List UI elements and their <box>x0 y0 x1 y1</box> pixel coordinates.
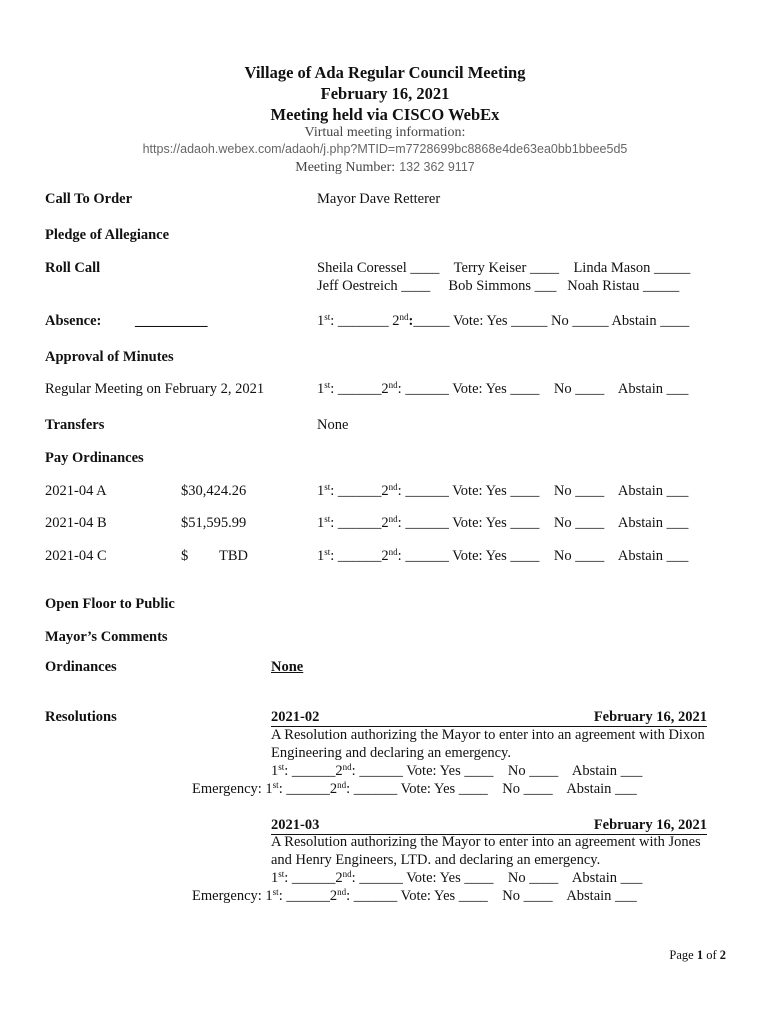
roll-call-label: Roll Call <box>45 260 101 276</box>
pay-ordinances-label: Pay Ordinances <box>45 450 144 466</box>
meeting-number: 132 362 9117 <box>399 160 475 174</box>
resolution-description: A Resolution authorizing the Mayor to enter into an agreement with Dixon <box>271 727 705 743</box>
pay-ordinance-vote-line: 1st: ______2nd: ______ Vote: Yes ____ No ____ Abstain ___ <box>317 547 689 564</box>
pledge-label: Pledge of Allegiance <box>45 227 170 243</box>
open-floor-label: Open Floor to Public <box>45 596 175 612</box>
resolutions-label: Resolutions <box>45 709 117 725</box>
absence-vote-line: 1st: _______ 2nd:_____ Vote: Yes _____ No _____ Abstain ____ <box>317 312 690 329</box>
resolution-description: A Resolution authorizing the Mayor to enter into an agreement with Jones <box>271 834 701 850</box>
transfers-label: Transfers <box>45 417 105 433</box>
resolution-emergency-vote-line: Emergency: 1st: ______2nd: ______ Vote: Yes ____ No ____ Abstain ___ <box>192 780 637 797</box>
ordinances-value: None <box>271 659 304 675</box>
call-to-order-value: Mayor Dave Retterer <box>317 191 441 207</box>
pay-ordinance-number: 2021-04 C <box>45 548 107 564</box>
resolution-number: 2021-02 <box>271 709 320 725</box>
resolution-vote-line: 1st: ______2nd: ______ Vote: Yes ____ No ____ Abstain ___ <box>271 762 643 779</box>
resolution-vote-line: 1st: ______2nd: ______ Vote: Yes ____ No ____ Abstain ___ <box>271 869 643 886</box>
approval-vote-line: 1st: ______2nd: ______ Vote: Yes ____ No ____ Abstain ___ <box>317 380 689 397</box>
pay-ordinance-amount: TBD <box>219 548 248 564</box>
document-title: Village of Ada Regular Council Meeting <box>244 63 526 82</box>
virtual-meeting-label: Virtual meeting information: <box>304 125 466 140</box>
pay-ordinance-number: 2021-04 B <box>45 515 107 531</box>
meeting-venue: Meeting held via CISCO WebEx <box>270 105 500 124</box>
resolution-number: 2021-03 <box>271 817 320 833</box>
roll-call-line-2: Jeff Oestreich ____ Bob Simmons ___ Noah Ristau _____ <box>317 278 680 294</box>
resolution-date: February 16, 2021 <box>593 817 707 833</box>
resolution-header <box>271 709 707 727</box>
call-to-order-label: Call To Order <box>45 191 133 207</box>
ordinances-label: Ordinances <box>45 659 117 675</box>
mayors-comments-label: Mayor’s Comments <box>45 629 168 645</box>
approval-item: Regular Meeting on February 2, 2021 <box>45 381 265 397</box>
pay-ordinance-amount: $30,424.26 <box>181 483 247 499</box>
resolution-description: Engineering and declaring an emergency. <box>271 745 511 761</box>
page-number: Page 1 of 2 <box>669 948 726 962</box>
pay-ordinance-amount: $51,595.99 <box>181 515 247 531</box>
pay-ordinance-dollar: $ <box>181 548 189 564</box>
meeting-number-line <box>0 158 770 176</box>
absence-label: Absence: <box>45 313 102 329</box>
absence-blank: __________ <box>135 313 208 329</box>
resolution-description: and Henry Engineers, LTD. and declaring an emergency. <box>271 852 601 868</box>
pay-ordinance-vote-line: 1st: ______2nd: ______ Vote: Yes ____ No ____ Abstain ___ <box>317 514 689 531</box>
resolution-date: February 16, 2021 <box>593 709 707 725</box>
pay-ordinance-number: 2021-04 A <box>45 483 107 499</box>
meeting-date: February 16, 2021 <box>320 84 450 103</box>
pay-ordinance-vote-line: 1st: ______2nd: ______ Vote: Yes ____ No ____ Abstain ___ <box>317 482 689 499</box>
resolution-emergency-vote-line: Emergency: 1st: ______2nd: ______ Vote: Yes ____ No ____ Abstain ___ <box>192 887 637 904</box>
meeting-number-label: Meeting Number: <box>295 160 396 175</box>
roll-call-line-1: Sheila Coressel ____ Terry Keiser ____ Linda Mason _____ <box>317 260 691 276</box>
resolution-header <box>271 817 707 835</box>
meeting-url[interactable]: https://adaoh.webex.com/adaoh/j.php?MTID=m7728699bc8868e4de63ea0bb1bbee5d5 <box>142 142 628 156</box>
approval-of-minutes-label: Approval of Minutes <box>45 349 174 365</box>
transfers-value: None <box>317 417 349 433</box>
